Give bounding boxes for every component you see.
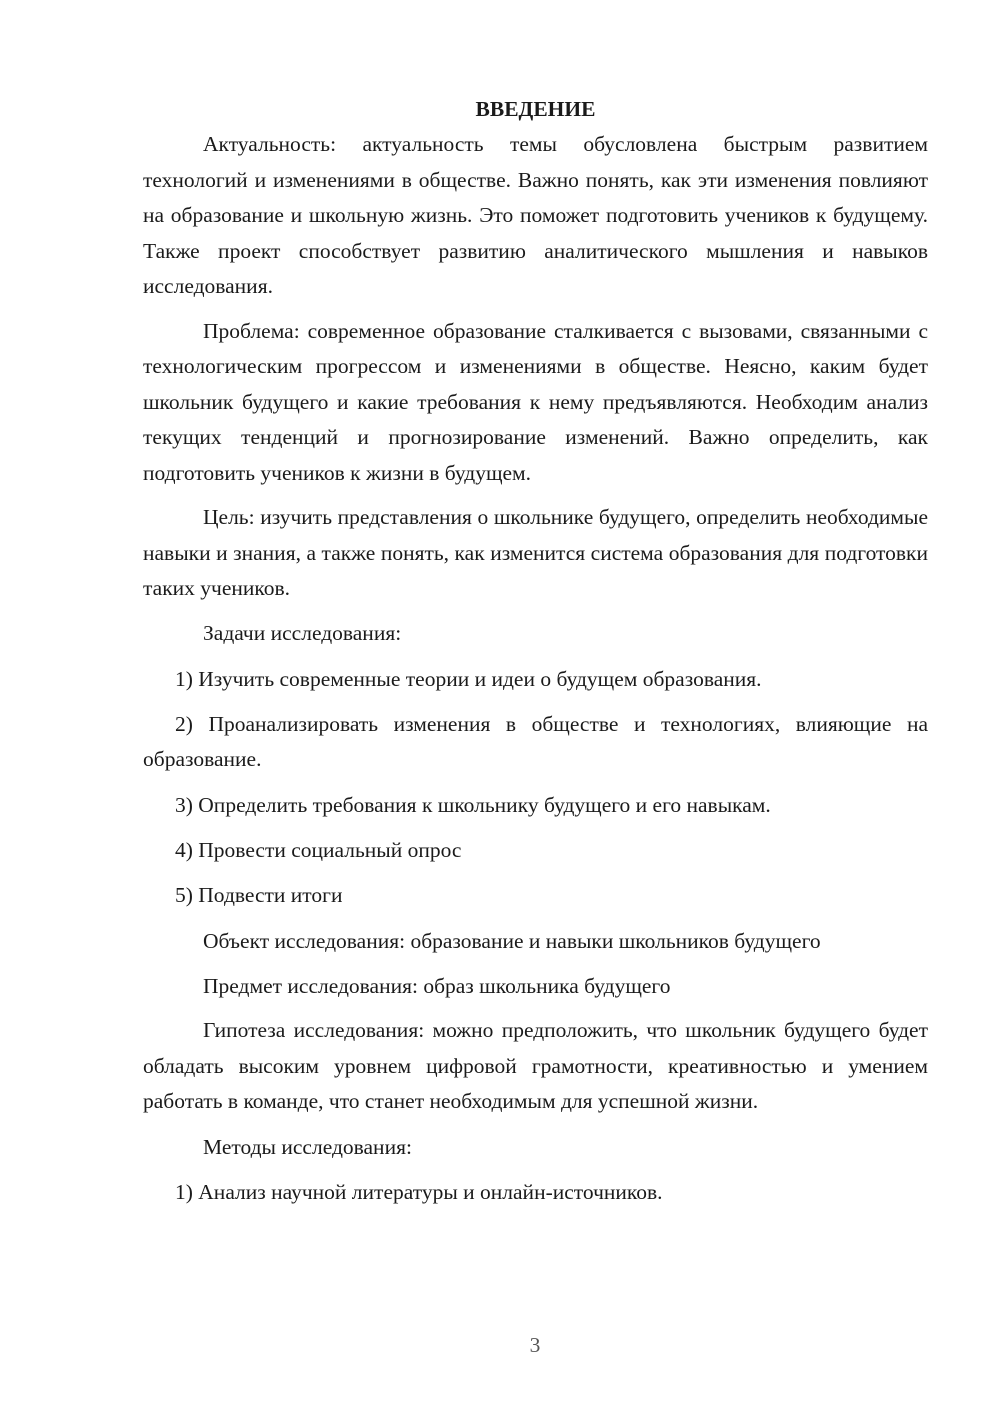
task-item: 5) Подвести итоги [175, 883, 343, 908]
page-number: 3 [529, 1333, 541, 1357]
method-item: 1) Анализ научной литературы и онлайн-источников. [175, 1179, 663, 1204]
research-subject: Предмет исследования: образ школьника будущего [203, 973, 671, 998]
methods-heading: Методы исследования: [203, 1134, 412, 1159]
page-content [143, 92, 928, 1210]
task-item: 1) Изучить современные теории и идеи о будущем образования. [175, 666, 762, 691]
tasks-heading: Задачи исследования: [203, 621, 402, 646]
actuality-paragraph: Актуальность: актуальность темы обусловлена быстрым развитием технологий и изменениями в обществе. Важно понять, как эти изменения повлияют на образование и школьную жизнь. Это поможет подготовить учеников к будущему. Также проект способствует развитию аналитического мышления и навыков исследования. [143, 132, 928, 298]
section-title: ВВЕДЕНИЕ [475, 97, 596, 121]
task-item: 3) Определить требования к школьнику будущего и его навыкам. [175, 792, 771, 817]
task-item: 4) Провести социальный опрос [175, 837, 462, 862]
problem-paragraph: Проблема: современное образование сталкивается с вызовами, связанными с технологическим прогрессом и изменениями в обществе. Неясно, каким будет школьник будущего и какие требования к нему предъявляются. Необходим анализ текущих тенденций и прогнозирование изменений. Важно определить, как подготовить учеников к жизни в будущем. [143, 318, 928, 485]
goal-paragraph: Цель: изучить представления о школьнике будущего, определить необходимые навыки и знания, а также понять, как изменится система образования для подготовки таких учеников. [143, 505, 928, 600]
hypothesis-paragraph: Гипотеза исследования: можно предположить, что школьник будущего будет обладать высоким уровнем цифровой грамотности, креативностью и умением работать в команде, что станет необходимым для успешной жизни. [143, 1018, 928, 1114]
research-object: Объект исследования: образование и навыки школьников будущего [203, 928, 821, 953]
task-item: 2) Проанализировать изменения в обществе и технологиях, влияющие на образование. [143, 711, 928, 772]
